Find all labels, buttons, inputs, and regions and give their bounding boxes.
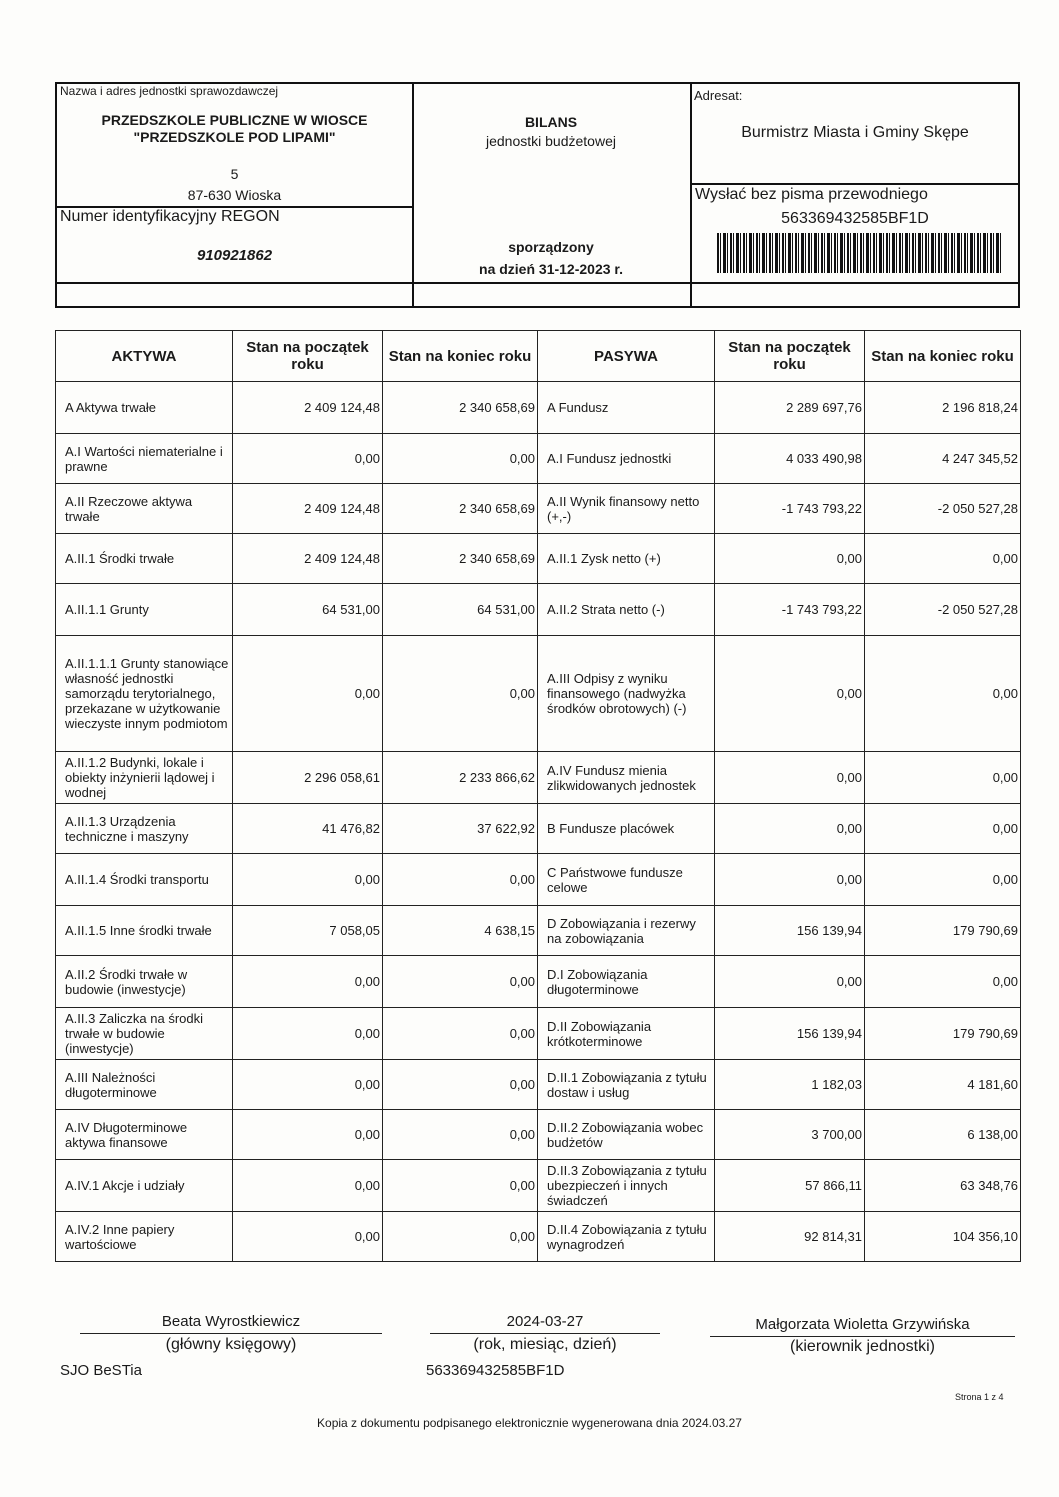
liability-label: D.II.2 Zobowiązania wobec budżetów — [538, 1110, 715, 1160]
table-row — [56, 1160, 1021, 1212]
asset-start-value: 2 409 124,48 — [233, 484, 383, 534]
liability-start-value: -1 743 793,22 — [715, 484, 865, 534]
asset-start-value: 64 531,00 — [233, 584, 383, 636]
liability-start-value: 156 139,94 — [715, 906, 865, 956]
asset-start-value: 0,00 — [233, 1160, 383, 1212]
prepared-label: sporządzony — [508, 239, 594, 255]
liability-start-value: 0,00 — [715, 956, 865, 1008]
unit-name: PRZEDSZKOLE PUBLICZNE W WIOSCE — [101, 112, 368, 128]
signature-line — [80, 1333, 382, 1334]
head-name: Małgorzata Wioletta Grzywińska — [755, 1316, 970, 1333]
liability-label: D.II.1 Zobowiązania z tytułu dostaw i usług — [538, 1060, 715, 1110]
unit-name: "PRZEDSZKOLE POD LIPAMI" — [133, 129, 336, 145]
column-header: AKTYWA — [56, 331, 233, 382]
asset-end-value: 0,00 — [383, 956, 538, 1008]
table-row — [56, 804, 1021, 854]
asset-label: A.II.2 Środki trwałe w budowie (inwestycje) — [56, 956, 233, 1008]
table-row — [56, 484, 1021, 534]
asset-end-value: 0,00 — [383, 434, 538, 484]
liability-label: C Państwowe fundusze celowe — [538, 854, 715, 906]
date-value: 2024-03-27 — [506, 1313, 584, 1330]
head-role: (kierownik jednostki) — [790, 1338, 935, 1355]
liability-start-value: 1 182,03 — [715, 1060, 865, 1110]
table-row — [56, 906, 1021, 956]
column-header: Stan na początek roku — [233, 331, 383, 382]
doc-title: BILANS — [524, 114, 578, 130]
liability-start-value: 0,00 — [715, 752, 865, 804]
liability-start-value: 4 033 490,98 — [715, 434, 865, 484]
asset-start-value: 0,00 — [233, 1110, 383, 1160]
barcode-image — [717, 233, 1002, 273]
liability-end-value: 0,00 — [865, 956, 1021, 1008]
software-name: SJO BeSTia — [60, 1362, 142, 1379]
asset-label: A.II.1.5 Inne środki trwałe — [56, 906, 233, 956]
asset-start-value: 0,00 — [233, 854, 383, 906]
asset-start-value: 0,00 — [233, 1212, 383, 1262]
signature-line — [430, 1333, 660, 1334]
liability-end-value: 4 181,60 — [865, 1060, 1021, 1110]
liability-end-value: -2 050 527,28 — [865, 584, 1021, 636]
liability-end-value: 63 348,76 — [865, 1160, 1021, 1212]
header-divider — [690, 84, 692, 306]
liability-end-value: 0,00 — [865, 752, 1021, 804]
liability-start-value: 0,00 — [715, 854, 865, 906]
prepared-date: na dzień 31-12-2023 r. — [479, 261, 623, 277]
liability-start-value: 0,00 — [715, 534, 865, 584]
asset-label: A.IV Długoterminowe aktywa finansowe — [56, 1110, 233, 1160]
addressee: Burmistrz Miasta i Gminy Skępe — [741, 124, 969, 141]
asset-label: A.II.1 Środki trwałe — [56, 534, 233, 584]
liability-end-value: 0,00 — [865, 804, 1021, 854]
footer-doc-code: 563369432585BF1D — [426, 1362, 565, 1379]
report-header — [55, 82, 1020, 308]
asset-start-value: 2 296 058,61 — [233, 752, 383, 804]
asset-label: A.IV.1 Akcje i udziały — [56, 1160, 233, 1212]
asset-start-value: 0,00 — [233, 956, 383, 1008]
table-row — [56, 854, 1021, 906]
page-number: Strona 1 z 4 — [955, 1392, 1004, 1402]
asset-end-value: 4 638,15 — [383, 906, 538, 956]
copy-note: Kopia z dokumentu podpisanego elektronicznie wygenerowana dnia 2024.03.27 — [317, 1416, 742, 1430]
liability-end-value: 179 790,69 — [865, 906, 1021, 956]
asset-start-value: 2 409 124,48 — [233, 382, 383, 434]
asset-label: A.IV.2 Inne papiery wartościowe — [56, 1212, 233, 1262]
liability-label: D Zobowiązania i rezerwy na zobowiązania — [538, 906, 715, 956]
asset-end-value: 0,00 — [383, 1060, 538, 1110]
asset-start-value: 0,00 — [233, 1060, 383, 1110]
unit-label: Nazwa i adres jednostki sprawozdawczej — [60, 84, 279, 98]
liability-end-value: 179 790,69 — [865, 1008, 1021, 1060]
column-header: Stan na koniec roku — [383, 331, 538, 382]
asset-label: A.II.1.3 Urządzenia techniczne i maszyny — [56, 804, 233, 854]
liability-end-value: 0,00 — [865, 534, 1021, 584]
liability-start-value: 3 700,00 — [715, 1110, 865, 1160]
liability-end-value: 4 247 345,52 — [865, 434, 1021, 484]
asset-label: A.II.1.4 Środki transportu — [56, 854, 233, 906]
column-header: Stan na koniec roku — [865, 331, 1021, 382]
send-note: Wysłać bez pisma przewodniego — [695, 186, 928, 203]
asset-start-value: 0,00 — [233, 434, 383, 484]
table-row — [56, 1212, 1021, 1262]
asset-end-value: 0,00 — [383, 1160, 538, 1212]
liability-label: A.II.1 Zysk netto (+) — [538, 534, 715, 584]
asset-end-value: 2 340 658,69 — [383, 382, 538, 434]
accountant-role: (główny księgowy) — [165, 1336, 297, 1353]
table-row — [56, 1110, 1021, 1160]
liability-label: D.II.3 Zobowiązania z tytułu ubezpieczeń i innych świadczeń — [538, 1160, 715, 1212]
signature-line — [710, 1336, 1015, 1337]
liability-label: D.II Zobowiązania krótkoterminowe — [538, 1008, 715, 1060]
asset-label: A.II.3 Zaliczka na środki trwałe w budowie (inwestycje) — [56, 1008, 233, 1060]
regon-label: Numer identyfikacyjny REGON — [60, 208, 280, 225]
header-divider — [690, 183, 1018, 185]
asset-end-value: 0,00 — [383, 854, 538, 906]
asset-end-value: 2 233 866,62 — [383, 752, 538, 804]
liability-end-value: 0,00 — [865, 636, 1021, 752]
header-divider — [57, 282, 1018, 284]
asset-start-value: 41 476,82 — [233, 804, 383, 854]
table-row — [56, 534, 1021, 584]
liability-end-value: -2 050 527,28 — [865, 484, 1021, 534]
asset-label: A.II.1.1.1 Grunty stanowiące własność jednostki samorządu terytorialnego, przekazane w użytkowanie wieczyste innym podmiotom — [56, 636, 233, 752]
liability-start-value: 0,00 — [715, 636, 865, 752]
liability-label: D.I Zobowiązania długoterminowe — [538, 956, 715, 1008]
table-row — [56, 584, 1021, 636]
liability-label: D.II.4 Zobowiązania z tytułu wynagrodzeń — [538, 1212, 715, 1262]
liability-label: B Fundusze placówek — [538, 804, 715, 854]
asset-start-value: 0,00 — [233, 636, 383, 752]
column-header: Stan na początek roku — [715, 331, 865, 382]
liability-label: A.III Odpisy z wyniku finansowego (nadwyżka środków obrotowych) (-) — [538, 636, 715, 752]
liability-start-value: 2 289 697,76 — [715, 382, 865, 434]
table-row — [56, 752, 1021, 804]
liability-label: A.I Fundusz jednostki — [538, 434, 715, 484]
asset-end-value: 37 622,92 — [383, 804, 538, 854]
asset-label: A.I Wartości niematerialne i prawne — [56, 434, 233, 484]
asset-start-value: 7 058,05 — [233, 906, 383, 956]
asset-start-value: 0,00 — [233, 1008, 383, 1060]
asset-end-value: 2 340 658,69 — [383, 534, 538, 584]
table-header-row — [56, 331, 1021, 382]
table-row — [56, 434, 1021, 484]
balance-table — [55, 330, 1021, 1262]
address-number: 5 — [230, 166, 239, 182]
regon-number: 910921862 — [196, 247, 273, 264]
asset-label: A.III Należności długoterminowe — [56, 1060, 233, 1110]
table-row — [56, 636, 1021, 752]
address-city: 87-630 Wioska — [187, 187, 282, 203]
table-row — [56, 956, 1021, 1008]
liability-label: A.II Wynik finansowy netto (+,-) — [538, 484, 715, 534]
liability-start-value: 92 814,31 — [715, 1212, 865, 1262]
asset-end-value: 0,00 — [383, 636, 538, 752]
liability-start-value: 57 866,11 — [715, 1160, 865, 1212]
liability-end-value: 104 356,10 — [865, 1212, 1021, 1262]
asset-label: A.II.1.2 Budynki, lokale i obiekty inżynierii lądowej i wodnej — [56, 752, 233, 804]
date-label: (rok, miesiąc, dzień) — [473, 1336, 617, 1353]
addressee-label: Adresat: — [694, 88, 743, 103]
asset-start-value: 2 409 124,48 — [233, 534, 383, 584]
asset-end-value: 64 531,00 — [383, 584, 538, 636]
asset-end-value: 0,00 — [383, 1008, 538, 1060]
asset-label: A.II Rzeczowe aktywa trwałe — [56, 484, 233, 534]
doc-subtitle: jednostki budżetowej — [486, 133, 616, 149]
liability-end-value: 6 138,00 — [865, 1110, 1021, 1160]
liability-end-value: 2 196 818,24 — [865, 382, 1021, 434]
column-header: PASYWA — [538, 331, 715, 382]
table-row — [56, 1060, 1021, 1110]
liability-start-value: -1 743 793,22 — [715, 584, 865, 636]
liability-label: A.II.2 Strata netto (-) — [538, 584, 715, 636]
liability-end-value: 0,00 — [865, 854, 1021, 906]
table-row — [56, 1008, 1021, 1060]
asset-end-value: 2 340 658,69 — [383, 484, 538, 534]
liability-label: A Fundusz — [538, 382, 715, 434]
table-row — [56, 382, 1021, 434]
liability-label: A.IV Fundusz mienia zlikwidowanych jednostek — [538, 752, 715, 804]
liability-start-value: 0,00 — [715, 804, 865, 854]
doc-code: 563369432585BF1D — [781, 210, 929, 227]
accountant-name: Beata Wyrostkiewicz — [161, 1313, 301, 1330]
asset-end-value: 0,00 — [383, 1212, 538, 1262]
asset-end-value: 0,00 — [383, 1110, 538, 1160]
asset-label: A Aktywa trwałe — [56, 382, 233, 434]
liability-start-value: 156 139,94 — [715, 1008, 865, 1060]
asset-label: A.II.1.1 Grunty — [56, 584, 233, 636]
